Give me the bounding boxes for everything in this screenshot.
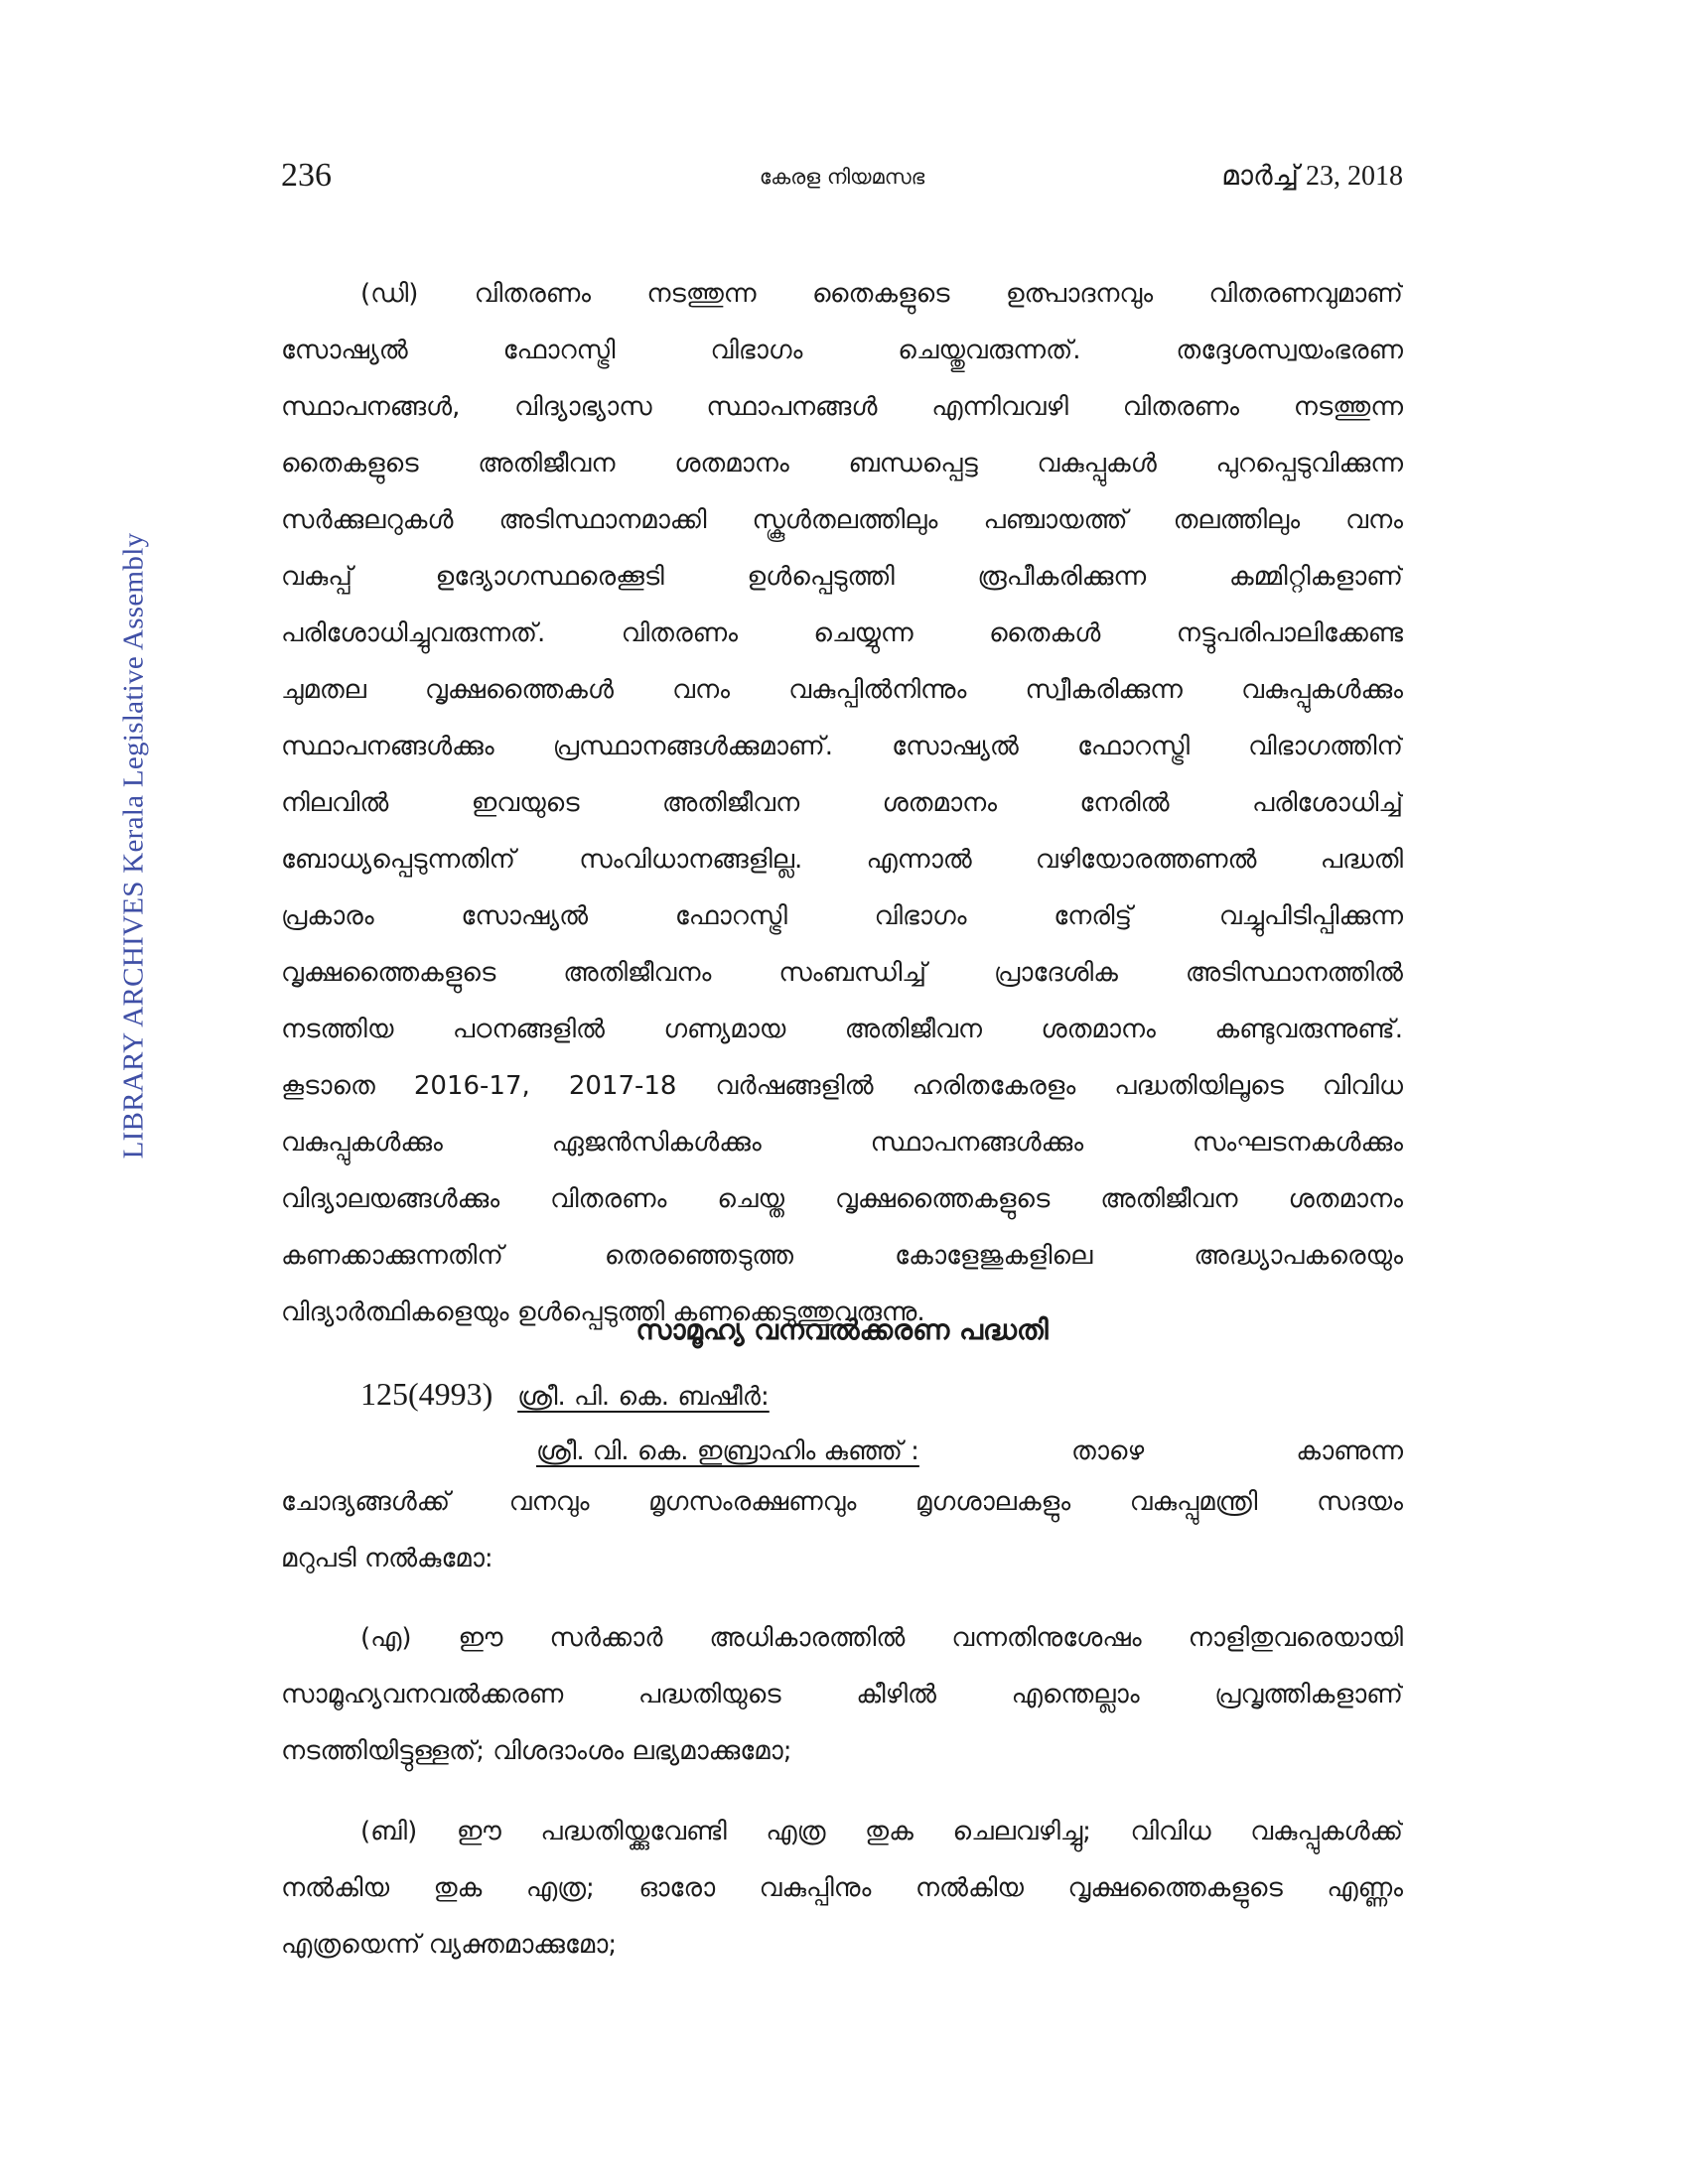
- question-line: സാമൂഹ്യവനവല്‍ക്കരണ പദ്ധതിയുടെ കീഴില്‍ എന്തെല്ലാം പ്രവൃത്തികളാണ്: [281, 1680, 1403, 1709]
- question-intro: [281, 1474, 1403, 1587]
- paragraph-line: തൈകളുടെ അതിജീവന ശതമാനം ബന്ധപ്പെട്ട വകുപ്പുകള്‍ പുറപ്പെടുവിക്കുന്ന: [281, 449, 1403, 478]
- paragraph-line: കൂടാതെ 2016-17, 2017-18 വര്‍ഷങ്ങളില്‍ ഹരിതകേരളം പദ്ധതിയിലൂടെ വിവിധ: [281, 1071, 1403, 1101]
- member-name-1: ശ്രീ. പി. കെ. ബഷീര്‍:: [517, 1382, 770, 1412]
- question-line: എത്രയെന്ന് വ്യക്തമാക്കുമോ;: [281, 1930, 618, 1960]
- section-heading: സാമൂഹ്യ വനവല്‍ക്കരണ പദ്ധതി: [635, 1313, 1049, 1346]
- paragraph-line: സോഷ്യല്‍ ഫോറസ്ട്രി വിഭാഗം ചെയ്തുവരുന്നത്. തദ്ദേശസ്വയംഭരണ: [281, 336, 1403, 365]
- paragraph-line: കണക്കാക്കുന്നതിന് തെരഞ്ഞെടുത്ത കോളേജുകളിലെ അദ്ധ്യാപകരെയും: [281, 1241, 1403, 1271]
- paragraph-line: സ്ഥാപനങ്ങള്‍ക്കും പ്രസ്ഥാനങ്ങള്‍ക്കുമാണ്. സോഷ്യല്‍ ഫോറസ്ട്രി വിഭാഗത്തിന്: [281, 732, 1403, 761]
- watermark-text: LIBRARY ARCHIVES Kerala Legislative Assembly: [117, 532, 150, 1160]
- header-date: മാര്‍ച്ച് 23, 2018: [1221, 161, 1403, 192]
- paragraph-line: സര്‍ക്കുലറുകള്‍ അടിസ്ഥാനമാക്കി സ്കൂള്‍തലത്തിലും പഞ്ചായത്ത് തലത്തിലും വനം: [281, 505, 1403, 535]
- intro-text: താഴെ കാണുന്ന: [1070, 1436, 1403, 1466]
- paragraph-line: വിദ്യാലയങ്ങള്‍ക്കും വിതരണം ചെയ്ത വൃക്ഷത്തൈകളുടെ അതിജീവന ശതമാനം: [281, 1184, 1403, 1214]
- question-line: നല്‍കിയ തുക എത്ര; ഓരോ വകുപ്പിനും നല്‍കിയ വൃക്ഷത്തൈകളുടെ എണ്ണം: [281, 1873, 1403, 1903]
- paragraph-line: വകുപ്പുകള്‍ക്കും ഏജന്‍സികള്‍ക്കും സ്ഥാപനങ്ങള്‍ക്കും സംഘടനകള്‍ക്കും: [281, 1128, 1403, 1158]
- paragraph-line: വിദ്യാര്‍ത്ഥികളെയും ഉള്‍പ്പെടുത്തി കണക്കെടുത്തുവരുന്നു.: [281, 1297, 925, 1327]
- paragraph-line: വകുപ്പ് ഉദ്യോഗസ്ഥരെക്കൂടി ഉള്‍പ്പെടുത്തി രൂപീകരിക്കുന്ന കമ്മിറ്റികളാണ്: [281, 562, 1403, 592]
- page-header: [281, 157, 1403, 206]
- question-line: നടത്തിയിട്ടുള്ളത്; വിശദാംശം ലഭ്യമാക്കുമോ;: [281, 1736, 792, 1766]
- paragraph-line: (ഡി) വിതരണം നടത്തുന്ന തൈകളുടെ ഉത്പാദനവും വിതരണവുമാണ്: [360, 279, 1403, 309]
- paragraph-line: സ്ഥാപനങ്ങള്‍, വിദ്യാഭ്യാസ സ്ഥാപനങ്ങള്‍ എന്നിവവഴി വിതരണം നടത്തുന്ന: [281, 392, 1403, 422]
- paragraph-line: ചുമതല വൃക്ഷത്തൈകള്‍ വനം വകുപ്പില്‍നിന്നും സ്വീകരിക്കുന്ന വകുപ്പുകള്‍ക്കും: [281, 675, 1403, 705]
- header-title: കേരള നിയമസഭ: [759, 165, 925, 189]
- intro-line: മറുപടി നല്‍കുമോ:: [281, 1544, 493, 1573]
- answer-paragraph-d: [281, 266, 1403, 1341]
- member-name-2: ശ്രീ. വി. കെ. ഇബ്രാഹിം കുഞ്ഞ് :: [536, 1436, 919, 1466]
- page-number: 236: [281, 157, 332, 194]
- question-part-b: [281, 1804, 1403, 1974]
- question-part-a: [281, 1610, 1403, 1780]
- paragraph-line: പരിശോധിച്ചുവരുന്നത്. വിതരണം ചെയ്യുന്ന തൈകള്‍ നട്ടുപരിപാലിക്കേണ്ട: [281, 618, 1403, 648]
- question-line: (എ) ഈ സര്‍ക്കാര്‍ അധികാരത്തില്‍ വന്നതിനുശേഷം നാളിതുവരെയായി: [360, 1623, 1403, 1653]
- paragraph-line: വൃക്ഷത്തൈകളുടെ അതിജീവനം സംബന്ധിച്ച് പ്രാദേശിക അടിസ്ഥാനത്തില്‍: [281, 958, 1403, 988]
- paragraph-line: പ്രകാരം സോഷ്യല്‍ ഫോറസ്ട്രി വിഭാഗം നേരിട്ട് വച്ചുപിടിപ്പിക്കുന്ന: [281, 901, 1403, 931]
- question-header: [360, 1376, 770, 1413]
- question-number: 125(4993): [360, 1376, 493, 1412]
- question-line: (ബി) ഈ പദ്ധതിയ്ക്കുവേണ്ടി എത്ര തുക ചെലവഴിച്ചു; വിവിധ വകുപ്പുകള്‍ക്ക്: [360, 1817, 1403, 1846]
- intro-line: ചോദ്യങ്ങള്‍ക്ക് വനവും മൃഗസംരക്ഷണവും മൃഗശാലകളും വകുപ്പുമന്ത്രി സദയം: [281, 1487, 1403, 1517]
- paragraph-line: നിലവില്‍ ഇവയുടെ അതിജീവന ശതമാനം നേരില്‍ പരിശോധിച്ച്: [281, 788, 1403, 818]
- paragraph-line: നടത്തിയ പഠനങ്ങളില്‍ ഗണ്യമായ അതിജീവന ശതമാനം കണ്ടുവരുന്നുണ്ട്.: [281, 1015, 1403, 1044]
- question-member-line: [536, 1436, 1403, 1467]
- paragraph-line: ബോധ്യപ്പെടുന്നതിന് സംവിധാനങ്ങളില്ല. എന്നാല്‍ വഴിയോരത്തണല്‍ പദ്ധതി: [281, 845, 1403, 875]
